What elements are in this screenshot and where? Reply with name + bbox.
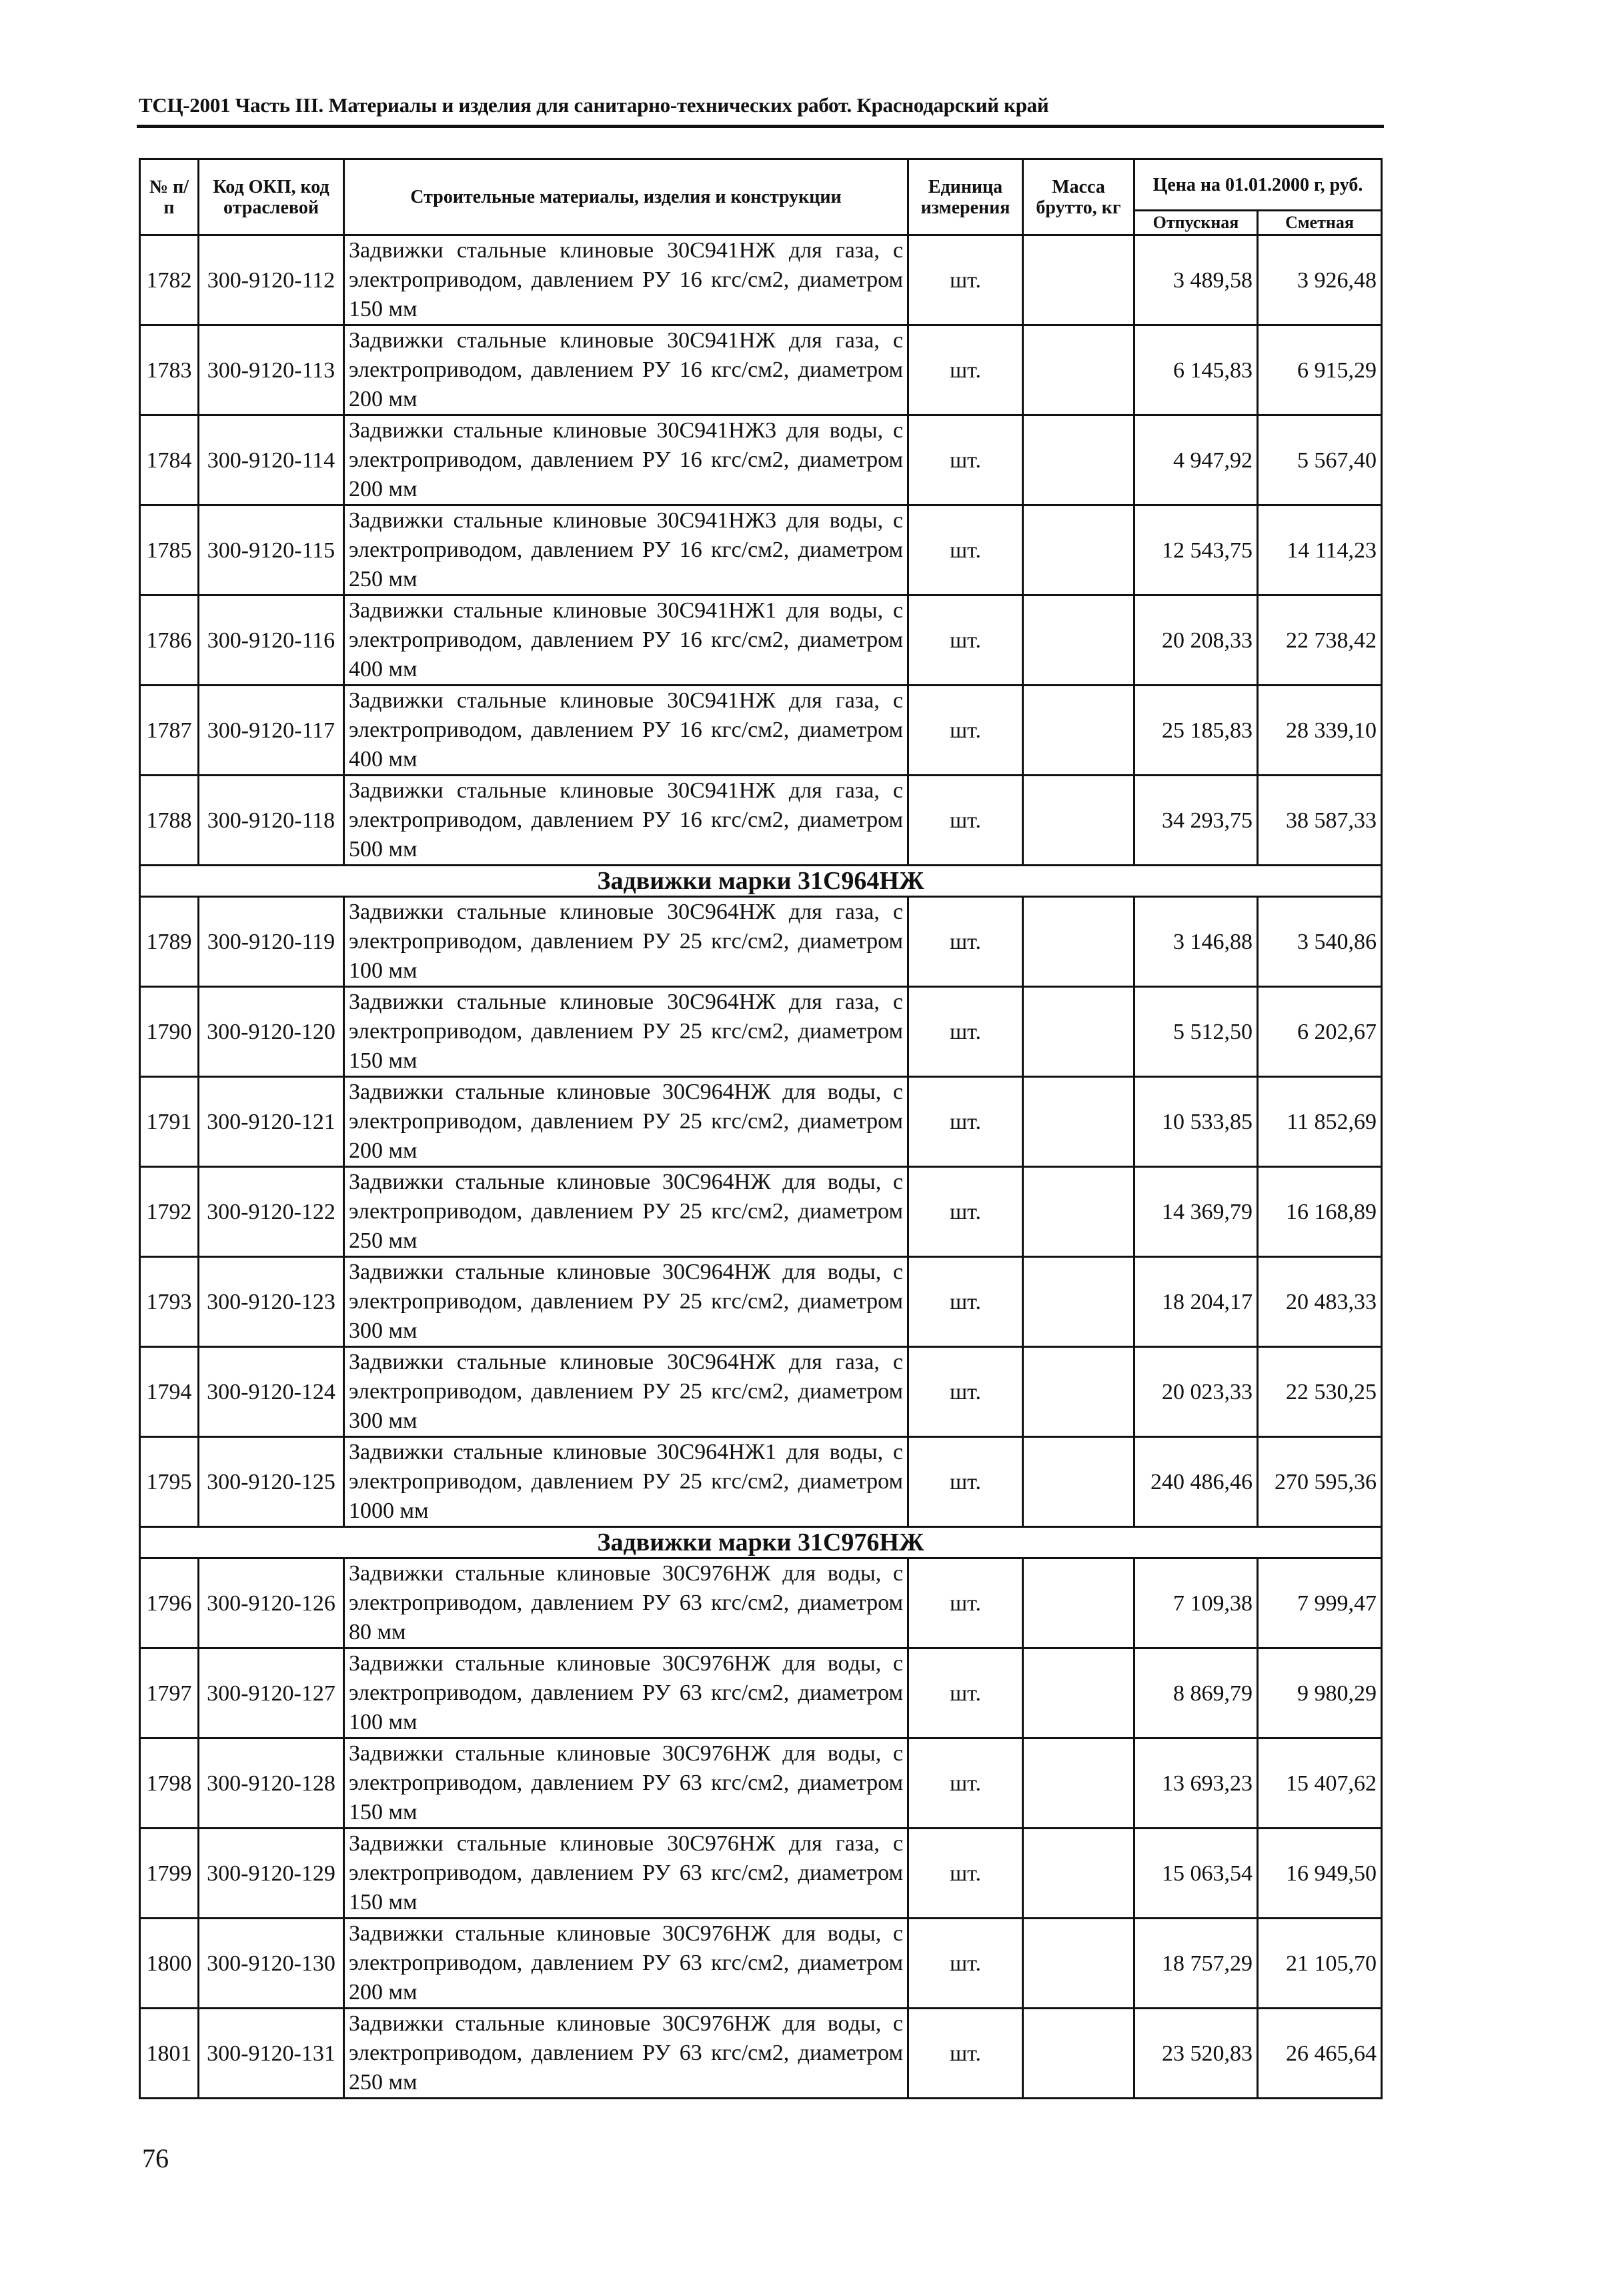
release-price: 3 489,58 [1134, 235, 1258, 325]
row-number: 1782 [140, 235, 199, 325]
estimate-price: 5 567,40 [1258, 415, 1382, 505]
gross-mass [1023, 1919, 1134, 2009]
table-row [140, 325, 1382, 415]
table-row [140, 596, 1382, 686]
gross-mass [1023, 325, 1134, 415]
table-row [140, 415, 1382, 505]
release-price: 13 693,23 [1134, 1739, 1258, 1829]
section-title: Задвижки марки 31С964НЖ [140, 866, 1382, 897]
table-row [140, 1739, 1382, 1829]
material-name: Задвижки стальные клиновые 30С964НЖ1 для воды, с электроприводом, давлением РУ 25 кгс/см2, диаметром 1000 мм [344, 1437, 908, 1527]
table-row [140, 1347, 1382, 1437]
material-name: Задвижки стальные клиновые 30С964НЖ для воды, с электроприводом, давлением РУ 25 кгс/см2, диаметром 300 мм [344, 1257, 908, 1347]
unit-of-measure: шт. [908, 1077, 1023, 1167]
material-name: Задвижки стальные клиновые 30С941НЖ для газа, с электроприводом, давлением РУ 16 кгс/см2, диаметром 200 мм [344, 325, 908, 415]
estimate-price: 16 168,89 [1258, 1167, 1382, 1257]
table-row [140, 505, 1382, 596]
release-price: 20 208,33 [1134, 596, 1258, 686]
row-number: 1794 [140, 1347, 199, 1437]
unit-of-measure: шт. [908, 1437, 1023, 1527]
okp-code: 300-9120-123 [199, 1257, 344, 1347]
release-price: 25 185,83 [1134, 686, 1258, 776]
estimate-price: 7 999,47 [1258, 1558, 1382, 1648]
table-row [140, 1648, 1382, 1739]
estimate-price: 26 465,64 [1258, 2009, 1382, 2099]
row-number: 1783 [140, 325, 199, 415]
gross-mass [1023, 1077, 1134, 1167]
okp-code: 300-9120-118 [199, 776, 344, 866]
table-row [140, 1077, 1382, 1167]
col-name-header: Строительные материалы, изделия и конструкции [344, 159, 908, 235]
release-price: 14 369,79 [1134, 1167, 1258, 1257]
okp-code: 300-9120-125 [199, 1437, 344, 1527]
unit-of-measure: шт. [908, 505, 1023, 596]
gross-mass [1023, 1558, 1134, 1648]
price-table [139, 158, 1383, 2099]
table-row [140, 897, 1382, 987]
page-number: 76 [142, 2143, 169, 2173]
section-title: Задвижки марки 31С976НЖ [140, 1527, 1382, 1558]
row-number: 1799 [140, 1829, 199, 1919]
col-num-header: № п/п [140, 159, 199, 235]
unit-of-measure: шт. [908, 776, 1023, 866]
col-code-header: Код ОКП, код отраслевой [199, 159, 344, 235]
estimate-price: 15 407,62 [1258, 1739, 1382, 1829]
release-price: 6 145,83 [1134, 325, 1258, 415]
estimate-price: 20 483,33 [1258, 1257, 1382, 1347]
okp-code: 300-9120-120 [199, 987, 344, 1077]
table-row [140, 776, 1382, 866]
unit-of-measure: шт. [908, 1739, 1023, 1829]
release-price: 240 486,46 [1134, 1437, 1258, 1527]
material-name: Задвижки стальные клиновые 30С941НЖ для газа, с электроприводом, давлением РУ 16 кгс/см2, диаметром 500 мм [344, 776, 908, 866]
okp-code: 300-9120-130 [199, 1919, 344, 2009]
material-name: Задвижки стальные клиновые 30С941НЖ3 для воды, с электроприводом, давлением РУ 16 кгс/см2, диаметром 200 мм [344, 415, 908, 505]
gross-mass [1023, 1437, 1134, 1527]
release-price: 10 533,85 [1134, 1077, 1258, 1167]
release-price: 20 023,33 [1134, 1347, 1258, 1437]
table-row [140, 1829, 1382, 1919]
row-number: 1793 [140, 1257, 199, 1347]
okp-code: 300-9120-124 [199, 1347, 344, 1437]
gross-mass [1023, 1257, 1134, 1347]
col-unit-header: Единица измерения [908, 159, 1023, 235]
gross-mass [1023, 1829, 1134, 1919]
okp-code: 300-9120-121 [199, 1077, 344, 1167]
gross-mass [1023, 596, 1134, 686]
release-price: 5 512,50 [1134, 987, 1258, 1077]
material-name: Задвижки стальные клиновые 30С976НЖ для воды, с электроприводом, давлением РУ 63 кгс/см2, диаметром 200 мм [344, 1919, 908, 2009]
unit-of-measure: шт. [908, 1257, 1023, 1347]
unit-of-measure: шт. [908, 1829, 1023, 1919]
gross-mass [1023, 2009, 1134, 2099]
table-body [140, 235, 1382, 2099]
estimate-price: 16 949,50 [1258, 1829, 1382, 1919]
unit-of-measure: шт. [908, 1648, 1023, 1739]
material-name: Задвижки стальные клиновые 30С964НЖ для газа, с электроприводом, давлением РУ 25 кгс/см2, диаметром 150 мм [344, 987, 908, 1077]
okp-code: 300-9120-117 [199, 686, 344, 776]
row-number: 1795 [140, 1437, 199, 1527]
row-number: 1801 [140, 2009, 199, 2099]
table-row [140, 1257, 1382, 1347]
row-number: 1788 [140, 776, 199, 866]
row-number: 1790 [140, 987, 199, 1077]
table-row [140, 1558, 1382, 1648]
unit-of-measure: шт. [908, 1347, 1023, 1437]
release-price: 7 109,38 [1134, 1558, 1258, 1648]
estimate-price: 22 738,42 [1258, 596, 1382, 686]
release-price: 15 063,54 [1134, 1829, 1258, 1919]
release-price: 8 869,79 [1134, 1648, 1258, 1739]
unit-of-measure: шт. [908, 235, 1023, 325]
estimate-price: 6 202,67 [1258, 987, 1382, 1077]
estimate-price: 22 530,25 [1258, 1347, 1382, 1437]
estimate-price: 6 915,29 [1258, 325, 1382, 415]
material-name: Задвижки стальные клиновые 30С964НЖ для воды, с электроприводом, давлением РУ 25 кгс/см2, диаметром 250 мм [344, 1167, 908, 1257]
row-number: 1785 [140, 505, 199, 596]
okp-code: 300-9120-127 [199, 1648, 344, 1739]
estimate-price: 11 852,69 [1258, 1077, 1382, 1167]
unit-of-measure: шт. [908, 325, 1023, 415]
row-number: 1796 [140, 1558, 199, 1648]
estimate-price: 38 587,33 [1258, 776, 1382, 866]
material-name: Задвижки стальные клиновые 30С976НЖ для воды, с электроприводом, давлением РУ 63 кгс/см2, диаметром 100 мм [344, 1648, 908, 1739]
okp-code: 300-9120-128 [199, 1739, 344, 1829]
col-release-price-header: Отпускная [1134, 211, 1258, 235]
okp-code: 300-9120-116 [199, 596, 344, 686]
estimate-price: 270 595,36 [1258, 1437, 1382, 1527]
gross-mass [1023, 505, 1134, 596]
okp-code: 300-9120-112 [199, 235, 344, 325]
col-price-header: Цена на 01.01.2000 г, руб. [1134, 159, 1382, 211]
gross-mass [1023, 1739, 1134, 1829]
table-row [140, 1437, 1382, 1527]
material-name: Задвижки стальные клиновые 30С941НЖ для газа, с электроприводом, давлением РУ 16 кгс/см2, диаметром 400 мм [344, 686, 908, 776]
okp-code: 300-9120-129 [199, 1829, 344, 1919]
table-row [140, 235, 1382, 325]
okp-code: 300-9120-115 [199, 505, 344, 596]
material-name: Задвижки стальные клиновые 30С976НЖ для газа, с электроприводом, давлением РУ 63 кгс/см2, диаметром 150 мм [344, 1829, 908, 1919]
table-row [140, 1919, 1382, 2009]
gross-mass [1023, 897, 1134, 987]
okp-code: 300-9120-114 [199, 415, 344, 505]
row-number: 1800 [140, 1919, 199, 2009]
col-mass-header: Масса брутто, кг [1023, 159, 1134, 235]
gross-mass [1023, 235, 1134, 325]
section-header-row [140, 1527, 1382, 1558]
release-price: 4 947,92 [1134, 415, 1258, 505]
okp-code: 300-9120-126 [199, 1558, 344, 1648]
gross-mass [1023, 1347, 1134, 1437]
unit-of-measure: шт. [908, 897, 1023, 987]
table-row [140, 987, 1382, 1077]
gross-mass [1023, 1167, 1134, 1257]
estimate-price: 28 339,10 [1258, 686, 1382, 776]
okp-code: 300-9120-119 [199, 897, 344, 987]
release-price: 34 293,75 [1134, 776, 1258, 866]
unit-of-measure: шт. [908, 1167, 1023, 1257]
unit-of-measure: шт. [908, 1919, 1023, 2009]
unit-of-measure: шт. [908, 415, 1023, 505]
material-name: Задвижки стальные клиновые 30С976НЖ для воды, с электроприводом, давлением РУ 63 кгс/см2, диаметром 150 мм [344, 1739, 908, 1829]
gross-mass [1023, 686, 1134, 776]
okp-code: 300-9120-122 [199, 1167, 344, 1257]
estimate-price: 3 540,86 [1258, 897, 1382, 987]
okp-code: 300-9120-113 [199, 325, 344, 415]
release-price: 18 204,17 [1134, 1257, 1258, 1347]
gross-mass [1023, 1648, 1134, 1739]
release-price: 12 543,75 [1134, 505, 1258, 596]
row-number: 1787 [140, 686, 199, 776]
gross-mass [1023, 415, 1134, 505]
row-number: 1797 [140, 1648, 199, 1739]
release-price: 23 520,83 [1134, 2009, 1258, 2099]
table-row [140, 2009, 1382, 2099]
material-name: Задвижки стальные клиновые 30С964НЖ для воды, с электроприводом, давлением РУ 25 кгс/см2, диаметром 200 мм [344, 1077, 908, 1167]
header-rule [137, 125, 1384, 128]
table-row [140, 686, 1382, 776]
row-number: 1789 [140, 897, 199, 987]
gross-mass [1023, 987, 1134, 1077]
row-number: 1792 [140, 1167, 199, 1257]
col-estimate-price-header: Сметная [1258, 211, 1382, 235]
row-number: 1784 [140, 415, 199, 505]
unit-of-measure: шт. [908, 987, 1023, 1077]
estimate-price: 14 114,23 [1258, 505, 1382, 596]
row-number: 1786 [140, 596, 199, 686]
material-name: Задвижки стальные клиновые 30С976НЖ для воды, с электроприводом, давлением РУ 63 кгс/см2, диаметром 80 мм [344, 1558, 908, 1648]
okp-code: 300-9120-131 [199, 2009, 344, 2099]
material-name: Задвижки стальные клиновые 30С964НЖ для газа, с электроприводом, давлением РУ 25 кгс/см2, диаметром 300 мм [344, 1347, 908, 1437]
unit-of-measure: шт. [908, 1558, 1023, 1648]
unit-of-measure: шт. [908, 2009, 1023, 2099]
release-price: 3 146,88 [1134, 897, 1258, 987]
table-header [140, 159, 1382, 235]
estimate-price: 3 926,48 [1258, 235, 1382, 325]
estimate-price: 9 980,29 [1258, 1648, 1382, 1739]
estimate-price: 21 105,70 [1258, 1919, 1382, 2009]
material-name: Задвижки стальные клиновые 30С976НЖ для воды, с электроприводом, давлением РУ 63 кгс/см2, диаметром 250 мм [344, 2009, 908, 2099]
table-row [140, 1167, 1382, 1257]
material-name: Задвижки стальные клиновые 30С941НЖ3 для воды, с электроприводом, давлением РУ 16 кгс/см2, диаметром 250 мм [344, 505, 908, 596]
page-header: ТСЦ-2001 Часть III. Материалы и изделия для санитарно-технических работ. Краснодарский край [139, 93, 1049, 117]
row-number: 1798 [140, 1739, 199, 1829]
section-header-row [140, 866, 1382, 897]
unit-of-measure: шт. [908, 686, 1023, 776]
gross-mass [1023, 776, 1134, 866]
unit-of-measure: шт. [908, 596, 1023, 686]
row-number: 1791 [140, 1077, 199, 1167]
material-name: Задвижки стальные клиновые 30С941НЖ для газа, с электроприводом, давлением РУ 16 кгс/см2, диаметром 150 мм [344, 235, 908, 325]
material-name: Задвижки стальные клиновые 30С941НЖ1 для воды, с электроприводом, давлением РУ 16 кгс/см2, диаметром 400 мм [344, 596, 908, 686]
material-name: Задвижки стальные клиновые 30С964НЖ для газа, с электроприводом, давлением РУ 25 кгс/см2, диаметром 100 мм [344, 897, 908, 987]
release-price: 18 757,29 [1134, 1919, 1258, 2009]
